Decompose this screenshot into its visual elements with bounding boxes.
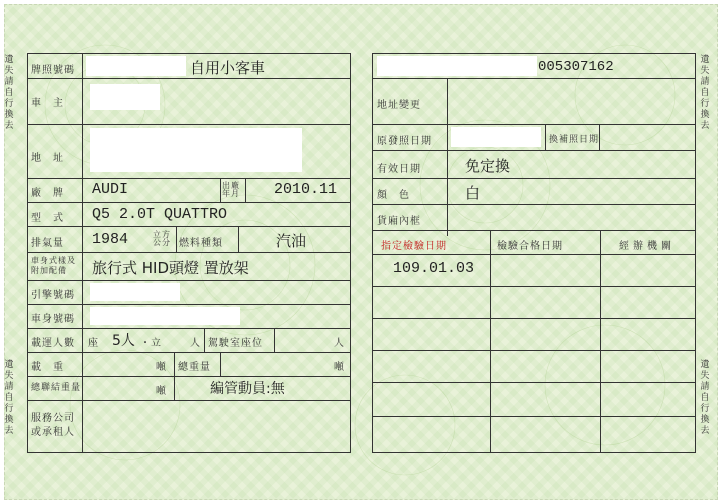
registration-table xyxy=(372,53,696,453)
color-value: 白 xyxy=(465,184,481,202)
brand-label: 廠 牌 xyxy=(31,188,64,199)
redaction-number xyxy=(377,56,537,76)
side-note-left-bottom: 遺失請自行換去 xyxy=(4,360,14,436)
valid-date-label: 有效日期 xyxy=(377,164,421,175)
address-change-label: 地址變更 xyxy=(377,100,421,111)
body-style-label: 車身式樣及附加配備 xyxy=(31,256,76,275)
model-label: 型 式 xyxy=(31,213,64,224)
owner-label: 車 主 xyxy=(31,98,64,109)
stand-unit: 人 xyxy=(190,338,201,349)
displacement-value: 1984 xyxy=(92,231,129,248)
vehicle-info-table xyxy=(27,53,351,453)
gross-weight-label: 總重量 xyxy=(178,362,211,373)
model-value: Q5 2.0T QUATTRO xyxy=(92,206,228,223)
fuel-label: 燃料種類 xyxy=(179,238,223,249)
driver-seat-unit: 人 xyxy=(334,338,345,349)
plate-value: 自用小客車 xyxy=(190,59,266,77)
address-label: 地 址 xyxy=(31,153,64,164)
seat-value: 5人 xyxy=(112,333,135,349)
company-label: 服務公司或承租人 xyxy=(31,413,75,438)
combo-weight-label: 總聯結重量 xyxy=(31,383,82,393)
side-note-left-top: 遺失請自行換去 xyxy=(4,55,14,131)
capacity-label: 載運人數 xyxy=(31,338,75,349)
renew-date-label: 換補照日期 xyxy=(549,135,600,145)
designated-inspection-label: 指定檢驗日期 xyxy=(381,241,447,252)
valid-date-value: 免定換 xyxy=(465,157,511,175)
redaction-owner xyxy=(90,84,160,110)
cargo-label: 貨廂內框 xyxy=(377,216,421,227)
gross-weight-unit: 噸 xyxy=(334,362,345,373)
brand-value: AUDI xyxy=(92,181,129,198)
load-unit: 噸 xyxy=(156,362,167,373)
plate-label: 牌照號碼 xyxy=(31,65,75,76)
fuel-value: 汽油 xyxy=(276,232,307,250)
redaction-plate xyxy=(86,56,186,76)
engine-label: 引擎號碼 xyxy=(31,290,75,301)
manufacture-date-label: 出廠年月 xyxy=(222,181,240,198)
displacement-unit: 立方公分 xyxy=(153,230,171,247)
stand-label: ・立 xyxy=(140,338,162,349)
combo-weight-unit: 噸 xyxy=(156,386,167,397)
side-note-right-bottom: 遺失請自行換去 xyxy=(700,360,710,436)
driver-seat-label: 駕駛室座位 xyxy=(208,338,263,349)
license-card xyxy=(4,4,718,500)
issue-date-label: 原發照日期 xyxy=(377,136,432,147)
passed-inspection-label: 檢驗合格日期 xyxy=(497,241,563,252)
body-style-value: 旅行式 HID頭燈 置放架 xyxy=(92,259,249,277)
redaction-chassis xyxy=(90,307,240,325)
registration-number: 005307162 xyxy=(538,59,614,75)
chassis-label: 車身號碼 xyxy=(31,314,75,325)
inspection-date-1: 109.01.03 xyxy=(393,260,475,277)
displacement-label: 排氣量 xyxy=(31,238,64,249)
side-note-right-top: 遺失請自行換去 xyxy=(700,55,710,131)
redaction-issue-date xyxy=(451,127,541,147)
manufacture-date-value: 2010.11 xyxy=(274,181,338,198)
load-label: 載 重 xyxy=(31,362,64,373)
handler-label: 經辦機關 xyxy=(619,241,675,252)
redaction-address xyxy=(90,128,302,172)
redaction-engine xyxy=(90,283,180,301)
color-label: 顏 色 xyxy=(377,190,410,201)
seat-label: 座 xyxy=(88,338,99,349)
mobilization-note: 編管動員:無 xyxy=(210,381,285,397)
